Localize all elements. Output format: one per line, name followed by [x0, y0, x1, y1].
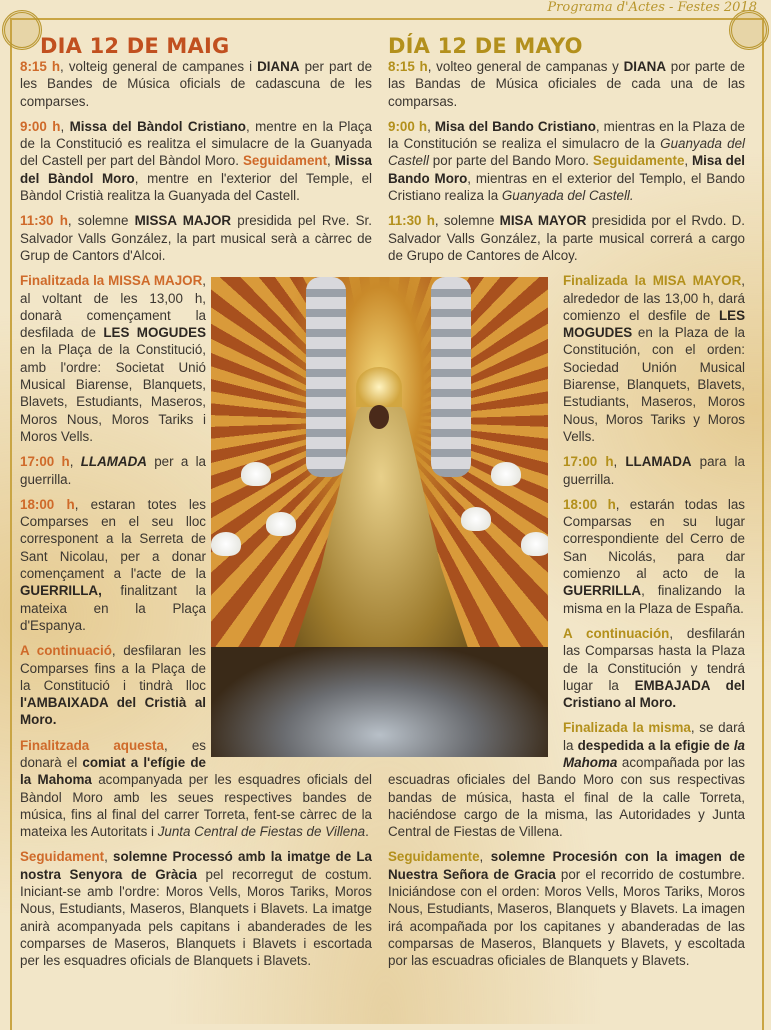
body-text: , [427, 118, 435, 134]
time-label: 11:30 h [20, 213, 68, 229]
time-label: 9:00 h [388, 118, 428, 134]
body-text: por el recorrido de costumbre. Iniciándose con el orden: Moros Vells, Moros Tariks, Moros Nous, Estudiants, Maseros, Blanquets y Blavets. La imagen irá acompañada por los capitanes y abanderadas de las comparsas de Maseros, Blanquets y Blavets, y escoltada por las escuadras oficiales de Blanquets y Blavets. [388, 866, 745, 969]
time-label: Finalizada la MISA MAYOR [563, 273, 742, 289]
body-text: , [60, 118, 70, 134]
emphasis-text: MISA MAYOR [499, 213, 587, 229]
cloud-pillar [431, 277, 471, 477]
body-text: , [327, 153, 335, 169]
body-text: , [613, 454, 626, 470]
emphasis-text: la Mahoma [563, 737, 745, 770]
emphasis-text: Junta Central de Fiestas de Villena [157, 824, 366, 840]
program-paragraph [20, 118, 372, 204]
body-text: , mentre en l'exterior del Temple, el Bàndol Cristià realitza la Guanyada del Castell. [20, 170, 372, 204]
cloud-pillar [306, 277, 346, 477]
emphasis-text: EMBAJADA del Cristiano al Moro. [563, 677, 745, 711]
emphasis-text: Missa del Bàndol Moro [20, 153, 372, 186]
body-text: , desfilaran les Comparses fins a la Plaça de la Constitució i tindrà lloc [20, 643, 206, 693]
body-text: , solemne [67, 213, 135, 229]
body-text: , solemne [434, 213, 500, 229]
body-text: acompañada por las escuadras oficiales del Bando Moro con sus respectivas bandas de música, hasta el final de la calle Torreta, haciéndose cargo de la misma, las Autoridades y Junta Central de Fiestas de Villena. [388, 754, 745, 840]
time-label: 9:00 h [20, 118, 61, 134]
body-text: , finalizando la misma en la Plaza de España. [563, 583, 745, 616]
time-label: A continuación [563, 625, 670, 641]
time-label: Finalitzada la MISSA MAJOR [20, 273, 203, 289]
body-text: , desfilarán las Comparsas hasta la Plaza de la Constitución y tendrá lugar la [563, 625, 745, 693]
program-paragraph [20, 58, 372, 110]
emphasis-text: despedida a la efigie de [577, 737, 734, 753]
statue-face [369, 405, 389, 429]
body-text: en la Plaza de la Constitución, con el orden: Sociedad Unión Musical Biarense, Blanquets, Blavets, Estudiants, Maseros, Moros Nous, Moros Tariks y Moros Vells. [563, 325, 745, 444]
lamp-icon [491, 462, 521, 486]
body-text: , estarán todas las Comparsas en su lugar correspondiente del Cerro de San Nicolás, para dar comienzo al acto de la [563, 496, 746, 582]
time-label: Finalizada la misma [563, 720, 691, 736]
body-text: . [365, 824, 369, 840]
lamp-icon [241, 462, 271, 486]
emphasis-text: GUERRILLA, [20, 583, 102, 599]
program-paragraph [388, 848, 745, 969]
time-label: Seguidamente [592, 153, 685, 169]
program-paragraph [388, 118, 745, 204]
body-text: , estaran totes les Comparses en el seu lloc corresponent a la Serreta de Sant Nicolau, per a donar començament a l'acte de la [20, 496, 206, 582]
body-text: acompanyada per les esquadres oficials del Bàndol Moro amb les seues respectives bandes de música, fins al final del carrer Torreta, fent-se càrrec de la mateixa les Autoritats i [20, 772, 373, 840]
emphasis-text: solemne Procesión con la imagen de Nuestra Señora de Gracia [388, 849, 745, 882]
crown-icon [356, 367, 402, 407]
emphasis-text: DIANA [623, 59, 667, 74]
emphasis-text: Guanyada del Castell. [501, 188, 634, 204]
emphasis-text: solemne Processó amb la imatge de La nostra Senyora de Gràcia [20, 849, 372, 882]
emphasis-text: Missa del Bàndol Cristiano [69, 118, 246, 134]
body-text: , [479, 849, 491, 865]
body-text: , volteo general de campanas y [427, 59, 624, 74]
time-label: 18:00 h [563, 496, 616, 512]
body-text: , es donarà el [20, 737, 206, 770]
body-text: , [684, 153, 692, 169]
body-text: por parte de las Bandas de Música oficiales de cada una de las comparsas. [388, 59, 745, 109]
lamp-icon [211, 532, 241, 556]
body-text: , [69, 454, 81, 470]
lamp-icon [461, 507, 491, 531]
body-text: , mientras en el exterior del Templo, el Bando Cristiano realiza la [388, 170, 745, 204]
time-label: Seguidament [242, 153, 328, 169]
time-label: Finalitzada aquesta [20, 737, 164, 753]
body-text: , [104, 849, 114, 865]
program-paragraph [20, 212, 372, 264]
virgin-statue-image [211, 277, 548, 757]
body-text: , al voltant de les 13,00 h, donarà començament la desfilada de [20, 273, 206, 341]
body-text: presidida pel Rve. Sr. Salvador Valls González, la part musical serà a càrrec de Grup de Cantors d'Alcoi. [20, 213, 372, 263]
time-label: A continuació [20, 643, 112, 659]
body-text: , mientras en la Plaza de la Constitución se realiza el simulacro de la [388, 118, 745, 152]
emphasis-text: DIANA [257, 59, 300, 74]
emphasis-text: Misa del Bando Moro [388, 153, 745, 186]
spanish-title: DÍA 12 DE MAYO [388, 34, 583, 58]
lamp-icon [521, 532, 548, 556]
time-label: 18:00 h [20, 496, 75, 512]
body-text: finalitzant la mateixa en la Plaça d'Espanya. [20, 583, 206, 633]
body-text: para la guerrilla. [563, 454, 745, 487]
body-text: presidida por el Rvdo. D. Salvador Valls González, la parte musical correrá a cargo de Grupo de Cantores de Alcoy. [388, 213, 746, 263]
body-text: , se dará la [563, 720, 745, 753]
emphasis-text: LLAMADA [625, 454, 692, 470]
time-label: 8:15 h [388, 59, 428, 74]
body-text: pel recorregut de costum. Iniciant-se amb l'ordre: Moros Vells, Moros Tariks, Moros Nous, Estudiants, Maseros, Blanquets i Blavets. La imatge anirà acompanyada pels capitans i abanderades de les comparses de Maseros, Blanquets i Blavets i escortada per les esquadres oficials de Blanquets i Blavets. [20, 866, 372, 969]
lamp-icon [266, 512, 296, 536]
emphasis-text: MISSA MAJOR [134, 213, 232, 229]
time-label: Seguidament [20, 849, 105, 865]
body-text: por parte del Bando Moro. [428, 153, 593, 169]
body-text: , alrededor de las 13,00 h, dará comienzo el desfile de [563, 273, 745, 323]
catalan-title: DIA 12 DE MAIG [40, 34, 230, 58]
emphasis-text: Misa del Bando Cristiano [434, 118, 596, 134]
program-paragraph [20, 848, 372, 969]
statue-base [211, 647, 548, 757]
body-text: , volteig general de campanes i [60, 59, 258, 74]
time-label: 17:00 h [563, 454, 614, 470]
time-label: 17:00 h [20, 454, 70, 470]
program-paragraph [388, 58, 745, 110]
body-text: en la Plaça de la Constitució, amb l'ordre: Societat Unió Musical Biarense, Blanquets, Blavets, Estudiants, Maseros, Moros Nous, Moros Tariks i Moros Vells. [20, 342, 206, 444]
time-label: 11:30 h [388, 213, 435, 229]
emphasis-text: comiat a l'efígie de la Mahoma [20, 754, 206, 788]
time-label: Seguidamente [388, 849, 480, 865]
emphasis-text: l'AMBAIXADA del Cristià al Moro. [20, 695, 206, 728]
emphasis-text: LLAMADA [80, 454, 147, 470]
body-text: per a la guerrilla. [20, 454, 206, 487]
program-paragraph [388, 212, 745, 264]
body-text: per part de les Bandes de Música oficials de cadascuna de les comparses. [20, 59, 373, 109]
emphasis-text: LES MOGUDES [563, 307, 745, 341]
page-header: Programa d'Actes - Festes 2018 [547, 0, 757, 15]
emphasis-text: Guanyada del Castell [388, 136, 745, 169]
emphasis-text: LES MOGUDES [103, 325, 206, 341]
emphasis-text: GUERRILLA [563, 583, 642, 599]
body-text: , mentre en la Plaça de la Constitució es realitza el simulacre de la Guanyada del Castell per part del Bàndol Moro. [20, 118, 372, 169]
time-label: 8:15 h [20, 59, 61, 74]
